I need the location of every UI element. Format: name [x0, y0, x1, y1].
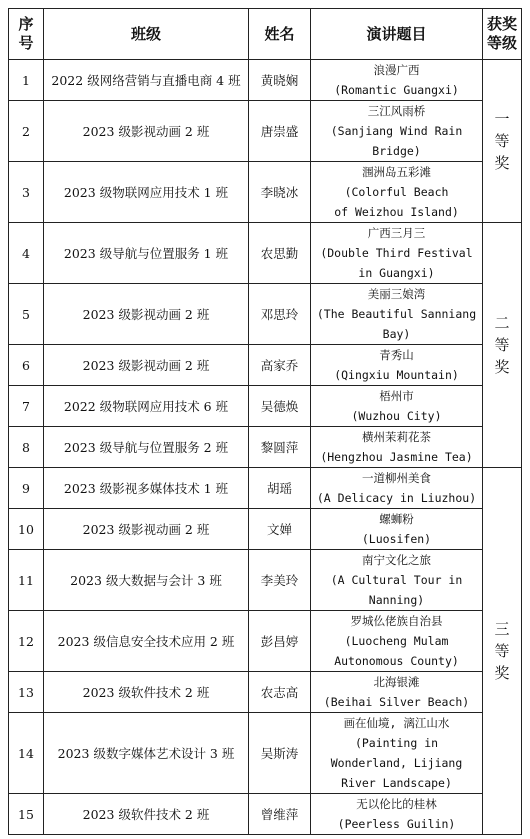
- speech-title-line: (The Beautiful Sanniang: [316, 307, 477, 321]
- row-class: 2023 级大数据与会计 3 班: [44, 550, 249, 611]
- row-speech-title: [311, 550, 483, 611]
- speech-title-line: Wonderland, Lijiang: [330, 756, 463, 770]
- row-seq: 13: [9, 672, 44, 713]
- header-name: 姓名: [249, 9, 311, 60]
- speech-title-line: in Guangxi): [358, 266, 435, 280]
- award-level: 二等奖: [483, 223, 522, 468]
- row-student-name: 邓思玲: [249, 284, 311, 345]
- table-row: [9, 550, 522, 611]
- speech-title-line: (Luosifen): [361, 532, 432, 546]
- row-class: 2023 级导航与位置服务 1 班: [44, 223, 249, 284]
- row-class: 2023 级影视动画 2 班: [44, 284, 249, 345]
- row-seq: 2: [9, 101, 44, 162]
- table-row: [9, 672, 522, 713]
- table-row: [9, 611, 522, 672]
- row-class: 2023 级软件技术 2 班: [44, 794, 249, 835]
- row-student-name: 彭昌婷: [249, 611, 311, 672]
- row-class: 2023 级影视动画 2 班: [44, 345, 249, 386]
- header-award: 获奖等级: [483, 9, 522, 60]
- table-row: [9, 223, 522, 284]
- table-row: [9, 345, 522, 386]
- table-row: [9, 60, 522, 101]
- row-student-name: 农思勤: [249, 223, 311, 284]
- row-class: 2022 级网络营销与直播电商 4 班: [44, 60, 249, 101]
- row-speech-title: [311, 713, 483, 794]
- speech-title-line: (Painting in: [354, 736, 439, 750]
- row-class: 2023 级导航与位置服务 2 班: [44, 427, 249, 468]
- row-student-name: 文婵: [249, 509, 311, 550]
- row-speech-title: [311, 427, 483, 468]
- speech-title-line: 三江风雨桥: [367, 104, 426, 118]
- speech-title-line: 美丽三娘湾: [367, 287, 426, 301]
- row-speech-title: [311, 468, 483, 509]
- speech-title-line: Bridge): [372, 144, 421, 158]
- speech-title-line: 画在仙境, 漓江山水: [343, 716, 450, 730]
- table-row: [9, 509, 522, 550]
- speech-title-line: 南宁文化之旅: [362, 553, 431, 567]
- row-class: 2023 级影视动画 2 班: [44, 509, 249, 550]
- speech-title-line: (Qingxiu Mountain): [334, 368, 459, 382]
- row-seq: 4: [9, 223, 44, 284]
- row-student-name: 胡瑶: [249, 468, 311, 509]
- row-class: 2022 级物联网应用技术 6 班: [44, 386, 249, 427]
- award-level: 一等奖: [483, 60, 522, 223]
- header-class: 班级: [44, 9, 249, 60]
- row-seq: 11: [9, 550, 44, 611]
- row-class: 2023 级软件技术 2 班: [44, 672, 249, 713]
- speech-title-line: 梧州市: [379, 389, 414, 403]
- speech-title-line: 广西三月三: [367, 226, 426, 240]
- speech-title-line: 浪漫广西: [373, 63, 420, 77]
- speech-title-line: 螺蛳粉: [379, 512, 414, 526]
- row-class: 2023 级影视动画 2 班: [44, 101, 249, 162]
- row-class: 2023 级数字媒体艺术设计 3 班: [44, 713, 249, 794]
- row-speech-title: [311, 345, 483, 386]
- row-seq: 8: [9, 427, 44, 468]
- speech-title-line: River Landscape): [341, 776, 452, 790]
- row-speech-title: [311, 284, 483, 345]
- speech-title-line: of Weizhou Island): [334, 205, 459, 219]
- row-speech-title: [311, 162, 483, 223]
- row-seq: 6: [9, 345, 44, 386]
- speech-title-line: (Double Third Festival: [320, 246, 473, 260]
- table-row: [9, 284, 522, 345]
- row-speech-title: [311, 794, 483, 835]
- speech-title-line: Nanning): [368, 593, 425, 607]
- speech-title-line: 青秀山: [379, 348, 414, 362]
- table-row: [9, 101, 522, 162]
- speech-title-line: (Sanjiang Wind Rain: [330, 124, 463, 138]
- speech-title-line: Bay): [382, 327, 411, 341]
- speech-title-line: (Romantic Guangxi): [334, 83, 459, 97]
- speech-title-line: (Peerless Guilin): [337, 817, 456, 831]
- speech-title-line: 北海银滩: [373, 675, 420, 689]
- row-seq: 7: [9, 386, 44, 427]
- speech-title-line: (Hengzhou Jasmine Tea): [320, 450, 473, 464]
- table-row: [9, 386, 522, 427]
- speech-title-line: Autonomous County): [334, 654, 459, 668]
- row-speech-title: [311, 60, 483, 101]
- row-speech-title: [311, 386, 483, 427]
- row-class: 2023 级影视多媒体技术 1 班: [44, 468, 249, 509]
- speech-title-line: 一道柳州美食: [362, 471, 431, 485]
- row-student-name: 李美玲: [249, 550, 311, 611]
- row-student-name: 黄晓娴: [249, 60, 311, 101]
- row-student-name: 农志高: [249, 672, 311, 713]
- row-student-name: 吴德焕: [249, 386, 311, 427]
- speech-title-line: (Beihai Silver Beach): [323, 695, 470, 709]
- speech-title-line: (Luocheng Mulam: [344, 634, 449, 648]
- speech-title-line: 涠洲岛五彩滩: [362, 165, 431, 179]
- row-seq: 15: [9, 794, 44, 835]
- speech-title-line: (A Cultural Tour in: [330, 573, 463, 587]
- header-seq: 序号: [9, 9, 44, 60]
- table-row: [9, 162, 522, 223]
- row-speech-title: [311, 672, 483, 713]
- row-student-name: 曾维萍: [249, 794, 311, 835]
- row-seq: 12: [9, 611, 44, 672]
- row-speech-title: [311, 509, 483, 550]
- row-speech-title: [311, 101, 483, 162]
- row-student-name: 高家乔: [249, 345, 311, 386]
- table-row: [9, 794, 522, 835]
- row-seq: 14: [9, 713, 44, 794]
- speech-title-line: 罗城仫佬族自治县: [350, 614, 443, 628]
- row-student-name: 唐崇盛: [249, 101, 311, 162]
- row-class: 2023 级信息安全技术应用 2 班: [44, 611, 249, 672]
- row-student-name: 黎圆萍: [249, 427, 311, 468]
- header-row: [9, 9, 522, 60]
- speech-title-line: (Wuzhou City): [351, 409, 442, 423]
- award-level: 三等奖: [483, 468, 522, 835]
- row-student-name: 吴斯涛: [249, 713, 311, 794]
- row-class: 2023 级物联网应用技术 1 班: [44, 162, 249, 223]
- header-title: 演讲题目: [311, 9, 483, 60]
- speech-title-line: (Colorful Beach: [344, 185, 449, 199]
- row-seq: 5: [9, 284, 44, 345]
- speech-title-line: (A Delicacy in Liuzhou): [316, 491, 477, 505]
- row-seq: 1: [9, 60, 44, 101]
- row-student-name: 李晓冰: [249, 162, 311, 223]
- row-seq: 3: [9, 162, 44, 223]
- row-speech-title: [311, 223, 483, 284]
- row-speech-title: [311, 611, 483, 672]
- row-seq: 10: [9, 509, 44, 550]
- table-row: [9, 468, 522, 509]
- speech-title-line: 横州茉莉花茶: [362, 430, 431, 444]
- table-row: [9, 427, 522, 468]
- table-row: [9, 713, 522, 794]
- speech-title-line: 无以伦比的桂林: [356, 797, 437, 811]
- award-table: [8, 8, 522, 835]
- row-seq: 9: [9, 468, 44, 509]
